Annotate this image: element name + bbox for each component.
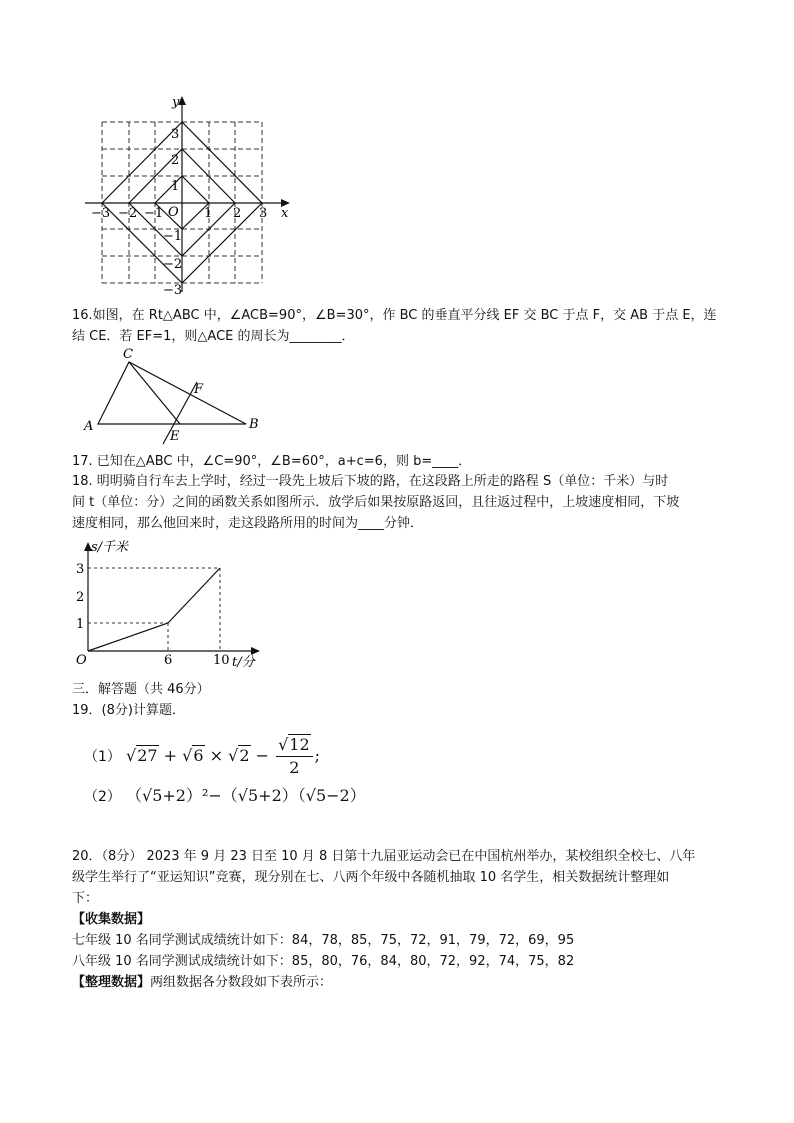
graph18-x-tick: 10 [213,653,230,668]
graph18-x-tick: 6 [164,653,173,668]
grid-y-tick: 3 [171,127,180,142]
graph18-y-tick: 2 [76,590,85,605]
q19-part2-label: （2） [84,789,121,805]
graph18-x-label: t/分 [232,655,255,670]
grid-x-tick: 3 [259,206,268,221]
grid-x-tick: 2 [233,206,242,221]
q18-line2: 间 t（单位：分）之间的函数关系如图所示．放学后如果按原路返回，且往返过程中，上坡速度相同，下坡 [72,495,680,510]
q18-line3: 速度相同，那么他回来时，走这段路所用的时间为____分钟． [72,516,424,531]
graph18-y-label: s/千米 [91,540,129,555]
vertex-label-e: E [170,429,180,444]
q20-line3: 下： [72,891,99,906]
q19-part1-label: （1） [84,749,121,765]
vertex-label-b: B [249,417,259,432]
q18-line1: 18. 明明骑自行车去上学时，经过一段先上坡后下坡的路，在这段路上所走的路程 S（单位：千米）与时 [72,474,669,489]
grid-y-tick: 2 [171,153,180,168]
grid-y-tick: −2 [163,257,183,272]
section3-title: 三．解答题（共 46分） [72,682,210,697]
grid-y-tick: 1 [171,179,180,194]
graph18-y-tick: 1 [76,617,85,632]
q17-text: 17. 已知在△ABC 中，∠C=90°，∠B=60°，a+c=6，则 b=____． [72,454,472,469]
vertex-label-f: F [194,382,204,397]
grid-y-axis-label: y [172,95,180,110]
q16-line2: 结 CE．若 EF=1，则△ACE 的周长为________． [72,329,355,344]
q20-organize-title: 【整理数据】 [72,975,151,990]
grid-x-tick: −1 [144,206,164,221]
q19-part1-expression: √27 + √6 × √2 − $\frac{√12}{2}$ ; [126,735,321,777]
q20-organize-text: 两组数据各分数段如下表所示： [150,975,333,990]
grid-x-axis-label: x [281,206,289,221]
grid-x-tick: −2 [118,206,138,221]
grid-x-tick: 1 [204,206,213,221]
q20-grade8-scores: 八年级 10 名同学测试成绩统计如下：85，80，76，84，80，72，92，74，75，82 [72,954,575,969]
grid-y-tick: −1 [163,229,183,244]
vertex-label-c: C [123,347,133,362]
graph18-origin: O [76,653,87,668]
q20-collect-title: 【收集数据】 [72,912,151,927]
q19-title: 19．(8分)计算题． [72,703,185,718]
q16-line1: 16.如图，在 Rt△ABC 中，∠ACB=90°，∠B=30°，作 BC 的垂直平分线 EF 交 BC 于点 F，交 AB 于点 E，连 [72,308,717,323]
q20-line1: 20．（8分） 2023 年 9 月 23 日至 10 月 8 日第十九届亚运动会已在中国杭州举办，某校组织全校七、八年 [72,849,696,864]
q20-organize [72,973,332,993]
q19-part1 [84,734,320,779]
q20-grade7-scores: 七年级 10 名同学测试成绩统计如下：84，78，85，75，72，91，79，72，69，95 [72,933,575,948]
coordinate-grid-figure [78,90,298,300]
grid-y-tick: −3 [163,283,183,298]
distance-time-graph [72,534,272,674]
graph18-y-tick: 3 [76,562,85,577]
grid-x-tick: −3 [91,206,111,221]
q20-line2: 级学生举行了“亚运知识”竞赛，现分别在七、八两个年级中各随机抽取 10 名学生，相关数据统计整理如 [72,870,670,885]
vertex-label-a: A [84,419,94,434]
q19-part2 [84,785,366,808]
triangle-figure [78,344,268,449]
grid-origin-label: O [168,205,179,220]
q19-part2-expression: （√5+2）²−（√5+2）（√5−2） [126,786,366,805]
